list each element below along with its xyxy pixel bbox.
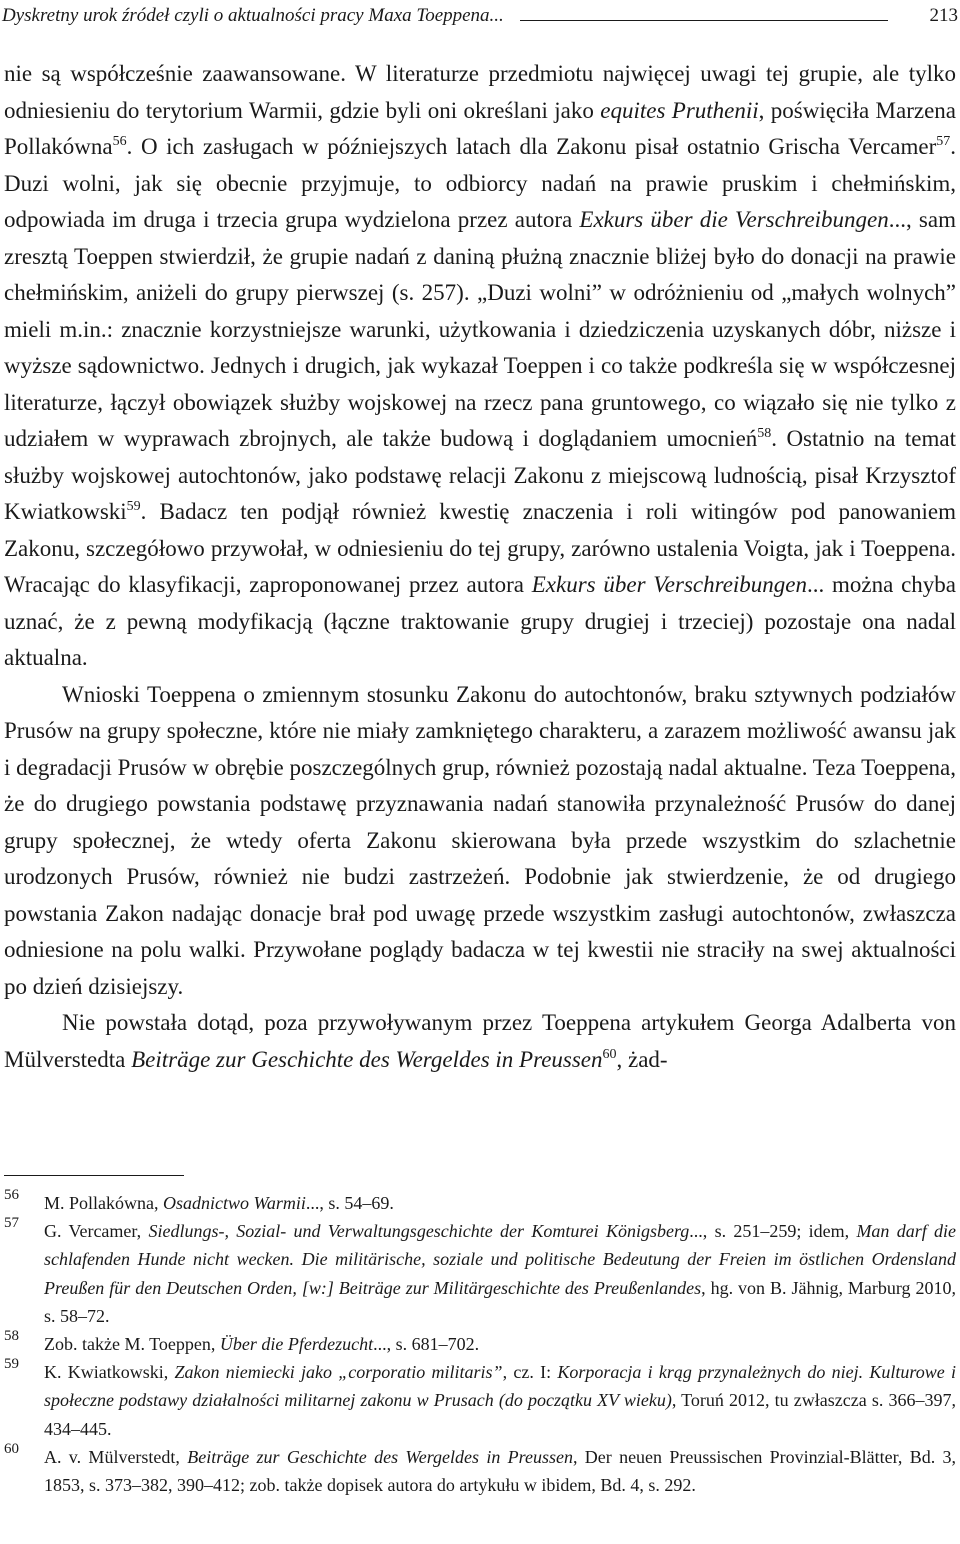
text-run: , hg. von B. Jähnig, Marburg 2010, s. 58–72. bbox=[44, 1277, 956, 1326]
paragraph-1 bbox=[4, 56, 956, 677]
paragraph-2: Wnioski Toeppena o zmiennym stosunku Zakonu do autochtonów, braku sztywnych podziałów Prusów na grupy społeczne, które nie miały zamkniętego charakteru, a zarazem możliwość awansu jak i degradacji Prusów w obrębie poszczególnych grup, również pozostają nadal aktualne. Teza Toeppena, że do drugiego powstania podstawę przyznawania nadań stanowiła przynależność Prusów do danej grupy społecznej, że wtedy oferta Zakonu skierowana była przede wszystkim do szlachetnie urodzonych Prusów, również nie budzi zastrzeżeń. Podobnie jak stwierdzenie, że od drugiego powstania Zakon nadając donacje brał pod uwagę przede wszystkim zasługi autochtonów, zwłaszcza odniesione na polu walki. Przywołane poglądy badacza w tej kwestii nie straciły na swej aktualności po dzień dzisiejszy. bbox=[4, 681, 956, 999]
italic-title: Exkurs über die Verschreibungen bbox=[579, 207, 889, 232]
footnote-ref-59[interactable]: 59 bbox=[126, 499, 141, 514]
italic-title: Beiträge zur Geschichte des Wergeldes in Preussen bbox=[131, 1046, 603, 1072]
text-run: ... można chyba uznać, że z pewną modyfikacją (łączne traktowanie grupy drugiej i trzeciej) pozostaje ona nadal aktualna. bbox=[4, 572, 957, 670]
text-run: , żad- bbox=[616, 1046, 668, 1072]
footnote-number: 60 bbox=[4, 1440, 19, 1457]
text-run: ..., s. 54–69. bbox=[305, 1193, 394, 1213]
footnote-57 bbox=[4, 1217, 956, 1330]
text-run: , cz. I: bbox=[502, 1362, 558, 1383]
italic-title: Beiträge zur Geschichte des Wergeldes in Preussen bbox=[187, 1446, 573, 1467]
footnote-number: 56 bbox=[4, 1187, 19, 1203]
italic-title: Osadnictwo Warmii bbox=[163, 1193, 306, 1213]
paragraph-3 bbox=[4, 1005, 956, 1078]
footnote-60 bbox=[4, 1440, 956, 1499]
text-run: Zob. także M. Toeppen, bbox=[44, 1334, 220, 1355]
running-head bbox=[2, 2, 958, 30]
text-run: , Toruń 2012, tu zwłaszcza s. 366–397, 434–445. bbox=[44, 1390, 956, 1439]
footnote-56 bbox=[4, 1189, 956, 1217]
footnote-ref-58[interactable]: 58 bbox=[757, 426, 772, 441]
text-run: K. Kwiatkowski, bbox=[44, 1362, 175, 1383]
italic-title: Korporacja i krąg przynależnych do niej. Kulturowe i społeczne podstawy działalności militarnej zakonu w Prusach (do początku XV wieku) bbox=[44, 1362, 956, 1411]
italic-title: Man darf die schlafenden Hunde nicht wecken. Die militärische, soziale und politische Bedeutung der Freien im östlichen Ordensland Preußen für den Deutschen Orden, [w:] Beiträge zur Militärgeschichte des Preußenlandes bbox=[44, 1221, 956, 1298]
text-run: ..., s. 681–702. bbox=[373, 1334, 480, 1355]
italic-title: Zakon niemiecki jako „corporatio militaris” bbox=[174, 1362, 503, 1383]
text-run: . O ich zasługach w późniejszych latach dla Zakonu pisał ostatnio Grischa Vercamer bbox=[126, 134, 937, 159]
running-title: Dyskretny urok źródeł czyli o aktualności pracy Maxa Toeppena... bbox=[2, 5, 504, 26]
text-run: Nie powstała dotąd, poza przywoływanym przez Toeppena artykułem Georga Adalberta von Mülverstedta bbox=[4, 1010, 956, 1072]
main-text bbox=[4, 56, 956, 1078]
footnote-59 bbox=[4, 1358, 956, 1443]
text-run: . Duzi wolni, jak się obecnie przyjmuje, to odbiorcy nadań na prawie pruskim i chełmińskim, odpowiada im druga i trzecia grupa wydzielona przez autora bbox=[4, 134, 956, 232]
text-run: . Badacz ten podjął również kwestię znaczenia i roli witingów pod panowaniem Zakonu, szczegółowo przywołał, w odniesieniu do tej grupy, zarówno ustalenia Voigta, jak i Toeppena. Wracając do klasyfikacji, zaproponowanej przez autora bbox=[4, 499, 956, 597]
footnote-separator bbox=[4, 1175, 184, 1176]
italic-term: equites Pruthenii bbox=[600, 97, 759, 123]
page-number: 213 bbox=[929, 5, 958, 26]
footnote-58 bbox=[4, 1330, 956, 1358]
footnote-ref-56[interactable]: 56 bbox=[112, 134, 127, 149]
text-run: , Der neuen Preussischen Provinzial-Blätter, Bd. 3, 1853, s. 373–382, 390–412; zob. także dopisek autora do artykułu w ibidem, Bd. 4, s. 292. bbox=[44, 1446, 956, 1496]
italic-title: Siedlungs-, Sozial- und Verwaltungsgeschichte der Komturei Königsberg bbox=[148, 1221, 690, 1242]
text-run: ..., s. 251–259; idem, bbox=[689, 1221, 857, 1242]
text-run: G. Vercamer, bbox=[44, 1221, 149, 1242]
italic-title: Über die Pferdezucht bbox=[219, 1334, 374, 1355]
footnote-number: 57 bbox=[4, 1215, 19, 1232]
footnote-ref-57[interactable]: 57 bbox=[936, 134, 951, 149]
header-rule bbox=[520, 20, 888, 21]
text-run: M. Pollakówna, bbox=[44, 1193, 163, 1213]
footnotes bbox=[4, 1189, 956, 1499]
text-run: A. v. Mülverstedt, bbox=[44, 1446, 188, 1467]
text-run: ..., sam zresztą Toeppen stwierdził, że grupie nadań z daniną płużną znacznie bliżej było do donacji na prawie chełmińskim, aniżeli do grupy pierwszej (s. 257). „Duzi wolni” w odróżnieniu od „małych wolnych” mieli m.in.: znacznie korzystniejsze warunki, użytkowania i dziedziczenia uzyskanych dóbr, niższe i wyższe sądownictwo. Jednych i drugich, jak wykazał Toeppen i co także podkreśla się w współczesnej literaturze, łączył obowiązek służby wojskowej na rzecz pana gruntowego, co wiązało się nie tylko z udziałem w wyprawach zbrojnych, ale także budową i doglądaniem umocnień bbox=[4, 207, 956, 451]
text-run: , poświęciła Marzena Pollakówna bbox=[4, 97, 956, 159]
italic-title: Exkurs über Verschreibungen bbox=[531, 572, 808, 597]
footnote-number: 59 bbox=[4, 1356, 19, 1373]
footnote-number: 58 bbox=[4, 1328, 19, 1345]
text-run: . Ostatnio na temat służby wojskowej autochtonów, jako podstawę relacji Zakonu z miejscową ludnością, pisał Krzysztof Kwiatkowski bbox=[4, 426, 956, 524]
text-run: nie są współcześnie zaawansowane. W literaturze przedmiotu najwięcej uwagi tej grupie, ale tylko odniesieniu do terytorium Warmii, gdzie byli oni określani jako bbox=[4, 61, 956, 123]
footnote-ref-60[interactable]: 60 bbox=[602, 1046, 617, 1062]
